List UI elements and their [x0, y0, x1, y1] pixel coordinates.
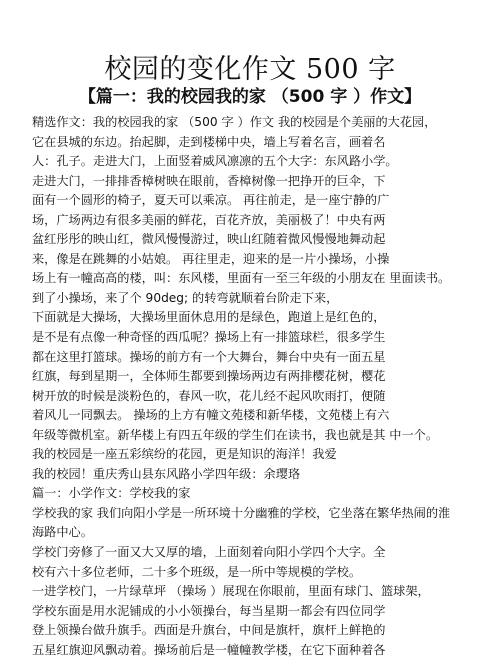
text-line: 场，广场两边有很多美丽的鲜花，百花齐放，美丽极了！中央有两 [32, 212, 386, 227]
text-line: 红旗，每到星期一，全体师生都要到操场两边有两排樱花树，樱花 [32, 369, 386, 384]
text-line: 学校东面是用水泥铺成的小小领操台，每当星期一都会有四位同学 [32, 603, 386, 618]
text-line: 海路中心。 [32, 525, 93, 540]
text-line: 它在县城的东边。抬起脚，走到楼梯中央，墙上写着名言，画着名 [32, 134, 386, 149]
text-line: 下面就是大操场，大操场里面休息用的是绿色，跑道上是红色的， [32, 310, 386, 325]
text-line: 学校我的家 我们向阳小学是一所环境十分幽雅的学校，它坐落在繁华热闹的淮 [32, 505, 451, 520]
text-line: 走进大门，一排排香樟树映在眼前，香樟树像一把挣开的巨伞，下 [32, 173, 386, 188]
text-line: 盆红彤彤的映山红，微风慢慢游过，映山红随着微风慢慢地舞动起 [32, 232, 386, 247]
text-line: 我的校园！重庆秀山县东风路小学四年级：余璎珞 [32, 466, 301, 481]
article-body [32, 113, 472, 660]
text-line: 人：孔子。走进大门，上面竖着威风凛凛的五个大字：东风路小学。 [32, 154, 398, 169]
page-title: 校园的变化作文 500 字 [104, 54, 396, 85]
text-line: 校有六十多位老师，二十多个班级，是一所中等规模的学校。 [32, 564, 362, 579]
text-line: 都在这里打篮球。操场的前方有一个大舞台，舞台中央有一面五星 [32, 349, 386, 364]
text-line: 我的校园是一座五彩缤纷的花园，更是知识的海洋！我爱 [32, 447, 337, 462]
text-line: 面有一个圆形的椅子，夏天可以乘凉。 再往前走，是一座宁静的广 [32, 193, 390, 208]
text-line: 场上有一幢高高的楼，叫：东风楼，里面有一至三年级的小朋友在 里面读书。 [32, 271, 451, 286]
text-line: 登上领操台做升旗手。西面是升旗台，中间是旗杆，旗杆上鲜艳的 [32, 623, 386, 638]
text-line: 树开放的时候是淡粉色的，春风一吹，花儿经不起风吹雨打，便随 [32, 388, 386, 403]
text-line: 是不是有点像一种奇怪的西瓜呢？操场上有一排篮球栏，很多学生 [32, 330, 386, 345]
text-line: 学校门旁修了一面又大又厚的墙，上面刻着向阳小学四个大字。全 [32, 545, 386, 560]
text-line: 着风儿一同飘去。 操场的上方有幢文苑楼和新华楼，文苑楼上有六 [32, 408, 390, 423]
text-line: 年级等微机室。新华楼上有四五年级的学生们在读书，我也就是其 中一个。 [32, 427, 439, 442]
text-line: 五星红旗迎风飘动着。操场前后是一幢幢教学楼，在它下面种着各 [32, 642, 386, 657]
text-line: 来，像是在跳舞的小姑娘。 再往里走，迎来的是一片小操场，小操 [32, 251, 390, 266]
text-line: 篇一：小学作文：学校我的家 [32, 486, 191, 501]
text-line: 精选作文：我的校园我的家 （500 字 ）作文 我的校园是个美丽的大花园， [32, 115, 437, 129]
text-line: 一进学校门，一片绿草坪 （操场 ）展现在你眼前，里面有球门、篮球架， [32, 584, 430, 599]
section-heading: 【篇一：我的校园我的家 （500 字 ）作文】 [78, 87, 422, 107]
text-line: 到了小操场，来了个 90deg; 的转弯就顺着台阶走下来， [32, 290, 339, 305]
